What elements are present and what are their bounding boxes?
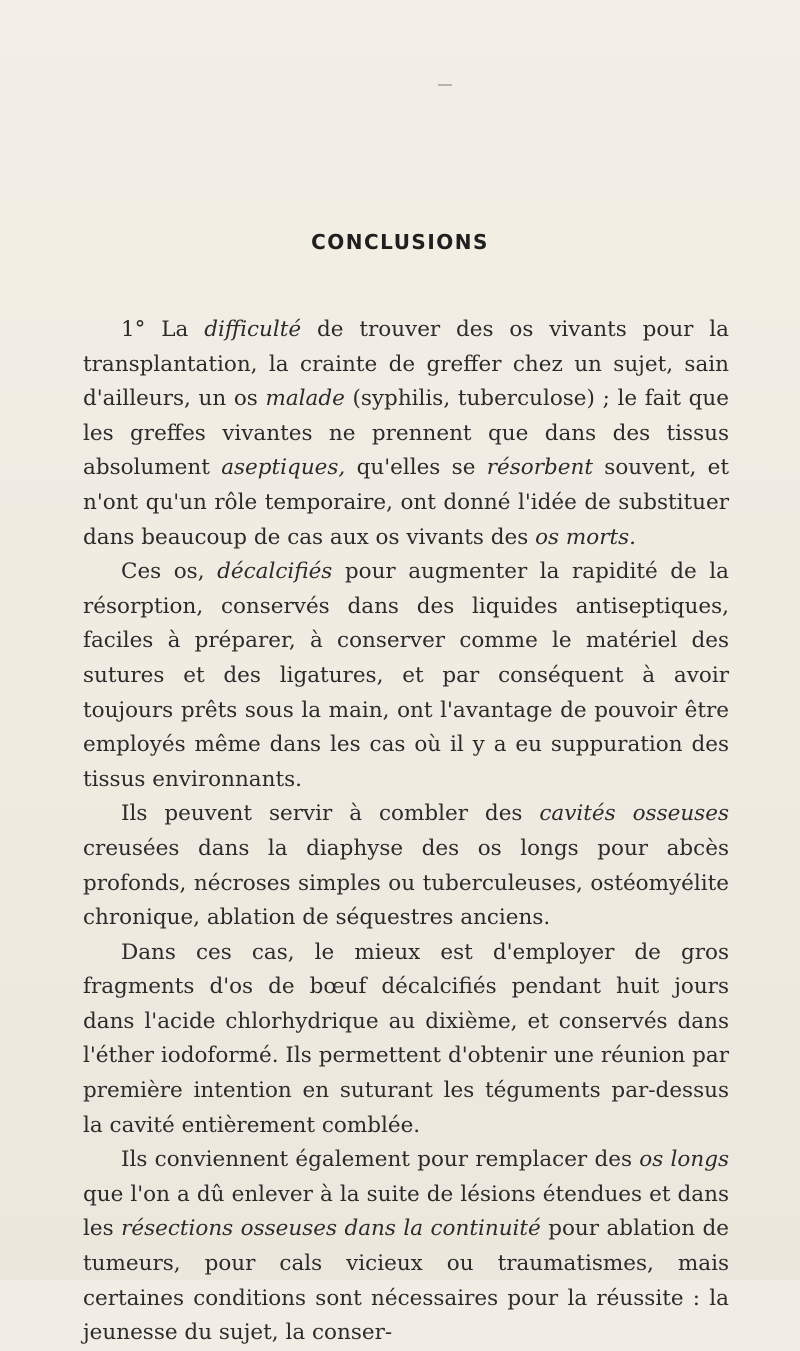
italic-text: aseptiques, xyxy=(221,455,346,481)
text-run: Ils conviennent également pour remplacer des xyxy=(121,1147,640,1173)
text-run: pour augmenter la rapidité de la résorption, conservés dans des liquides antiseptiques, faciles à préparer, à conserver comme le matériel des sutures et des ligatures, et par conséquent à avoir toujours prêts sous la main, ont l'avantage de pouvoir être employés même dans les cas où il y a eu suppuration des tissus environnants. xyxy=(83,559,729,792)
paragraph xyxy=(83,797,729,935)
paragraph xyxy=(83,313,729,555)
text-run: de trouver des os vivants pour la transplantation, la crainte de greffer chez un sujet, sain d'ailleurs, un os xyxy=(83,317,729,412)
italic-text: résorbent xyxy=(486,455,593,481)
text-run: souvent, et n'ont qu'un rôle temporaire, ont donné l'idée de substituer dans beaucoup de cas aux os vivants des xyxy=(83,455,729,550)
italic-text: cavités osseuses xyxy=(539,801,729,827)
italic-text: os morts. xyxy=(535,524,636,550)
text-run: que l'on a dû enlever à la suite de lésions étendues et dans les xyxy=(83,1181,729,1242)
italic-text: malade xyxy=(265,386,345,412)
body-text xyxy=(83,313,729,1351)
margin-mark xyxy=(438,84,452,86)
italic-text: os longs xyxy=(639,1147,729,1173)
paragraph xyxy=(83,936,729,1144)
paragraph xyxy=(83,555,729,797)
text-run: 1° La xyxy=(121,317,205,342)
text-run: Ces os, xyxy=(121,559,218,585)
italic-text: résections osseuses dans la continuité xyxy=(121,1216,541,1242)
paragraph xyxy=(83,1143,729,1351)
italic-text: décalcifiés xyxy=(217,559,333,585)
text-run: Ils peuvent servir à combler des xyxy=(121,801,540,827)
text-run: (syphilis, tuberculose) ; le fait que les greffes vivantes ne prennent que dans des tissus absolument xyxy=(83,386,729,481)
italic-text: difficulté xyxy=(204,317,302,342)
text-run: qu'elles se xyxy=(345,455,487,481)
page-title: CONCLUSIONS xyxy=(311,230,489,254)
text-run: Dans ces cas, le mieux est d'employer de gros fragments d'os de bœuf décalcifiés pendant huit jours dans l'acide chlorhydrique au dixième, et conservés dans l'éther iodoformé. Ils permettent d'obtenir une réunion par première intention en suturant les téguments par-dessus la cavité entièrement comblée. xyxy=(83,939,729,1138)
text-run: pour ablation de tumeurs, pour cals vicieux ou traumatismes, mais certaines conditions sont nécessaires pour la réussite : la jeunesse du sujet, la conser- xyxy=(83,1216,729,1346)
text-run: creusées dans la diaphyse des os longs pour abcès profonds, nécroses simples ou tuberculeuses, ostéomyélite chronique, ablation de séquestres anciens. xyxy=(83,835,729,931)
